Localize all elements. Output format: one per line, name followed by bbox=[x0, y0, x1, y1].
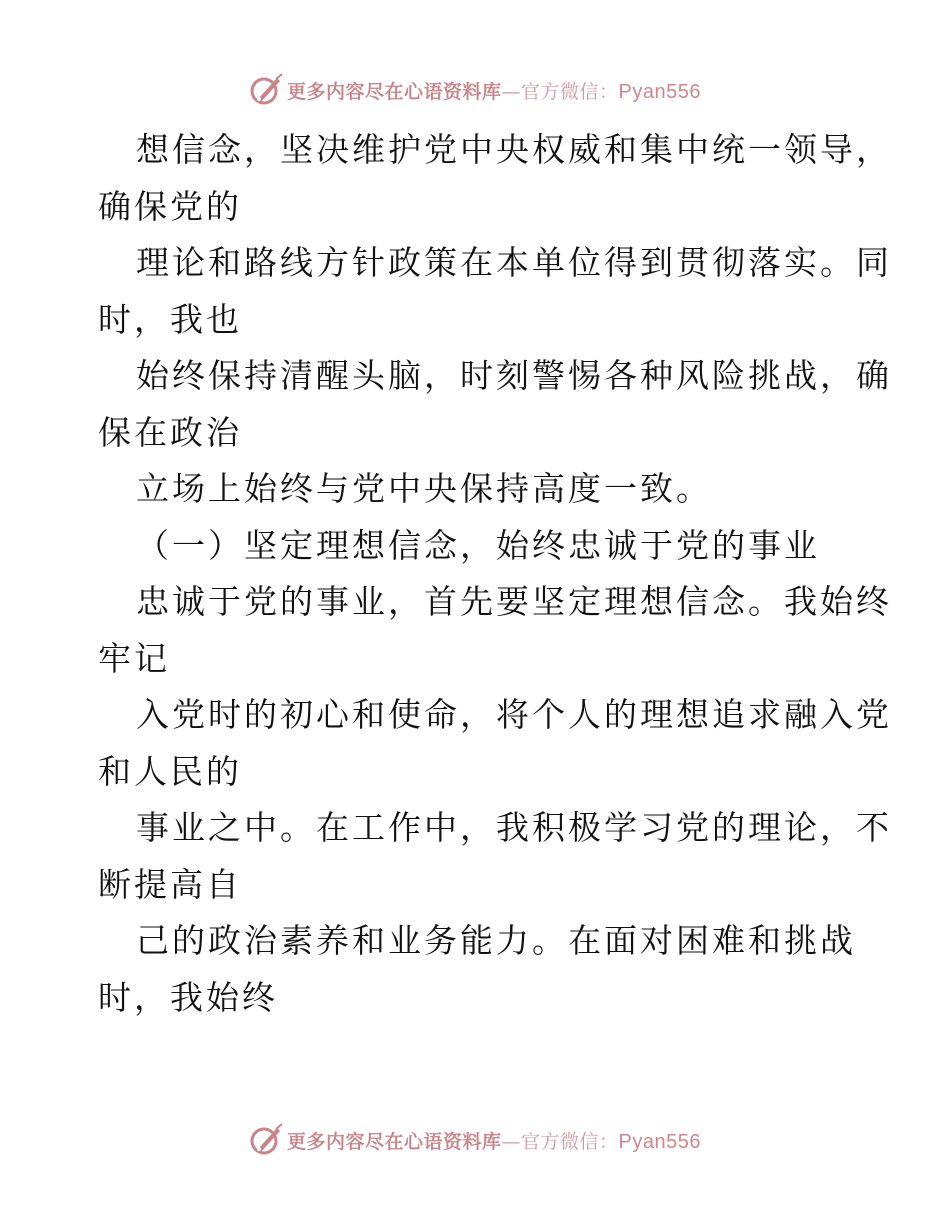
watermark-header bbox=[0, 68, 950, 112]
text-line: 忠诚于党的事业，首先要坚定理想信念。我始终 bbox=[136, 582, 892, 621]
text-line: 己的政治素养和业务能力。在面对困难和挑战 bbox=[136, 921, 856, 960]
text-line: 始终保持清醒头脑，时刻警惕各种风险挑战，确 bbox=[136, 356, 892, 395]
text-line: 和人民的 bbox=[98, 751, 242, 791]
watermark-separator: — bbox=[501, 1130, 522, 1153]
watermark-site-text: 更多内容尽在心语资料库 bbox=[287, 1130, 502, 1153]
watermark-footer bbox=[0, 1118, 950, 1162]
text-line: 断提高自 bbox=[98, 864, 242, 904]
watermark-text bbox=[287, 1127, 701, 1154]
text-line: 确保党的 bbox=[98, 186, 242, 226]
section-heading: （一）坚定理想信念，始终忠诚于党的事业 bbox=[136, 525, 820, 565]
watermark-wechat-label: 官方微信： bbox=[521, 80, 619, 103]
document-body bbox=[98, 122, 892, 1026]
watermark-wechat-id: Pyan556 bbox=[618, 80, 701, 103]
text-line: 事业之中。在工作中，我积极学习党的理论，不 bbox=[136, 808, 892, 847]
text-line: 入党时的初心和使命，将个人的理想追求融入党 bbox=[136, 695, 892, 734]
quill-pen-logo-icon bbox=[249, 73, 283, 107]
text-line: 理论和路线方针政策在本单位得到贯彻落实。同 bbox=[136, 243, 892, 282]
text-line: 保在政治 bbox=[98, 412, 242, 452]
text-line: 时，我也 bbox=[98, 299, 242, 339]
text-line: 牢记 bbox=[98, 638, 170, 678]
text-line: 想信念，坚决维护党中央权威和集中统一领导， bbox=[136, 130, 892, 169]
text-line: 立场上始终与党中央保持高度一致。 bbox=[136, 469, 712, 508]
watermark-wechat-id: Pyan556 bbox=[618, 1130, 701, 1153]
watermark-site-text: 更多内容尽在心语资料库 bbox=[287, 80, 502, 103]
watermark-separator: — bbox=[501, 80, 522, 103]
quill-pen-logo-icon bbox=[249, 1123, 283, 1157]
text-line: 时，我始终 bbox=[98, 977, 278, 1017]
watermark-text bbox=[287, 77, 701, 104]
watermark-wechat-label: 官方微信： bbox=[521, 1130, 619, 1153]
